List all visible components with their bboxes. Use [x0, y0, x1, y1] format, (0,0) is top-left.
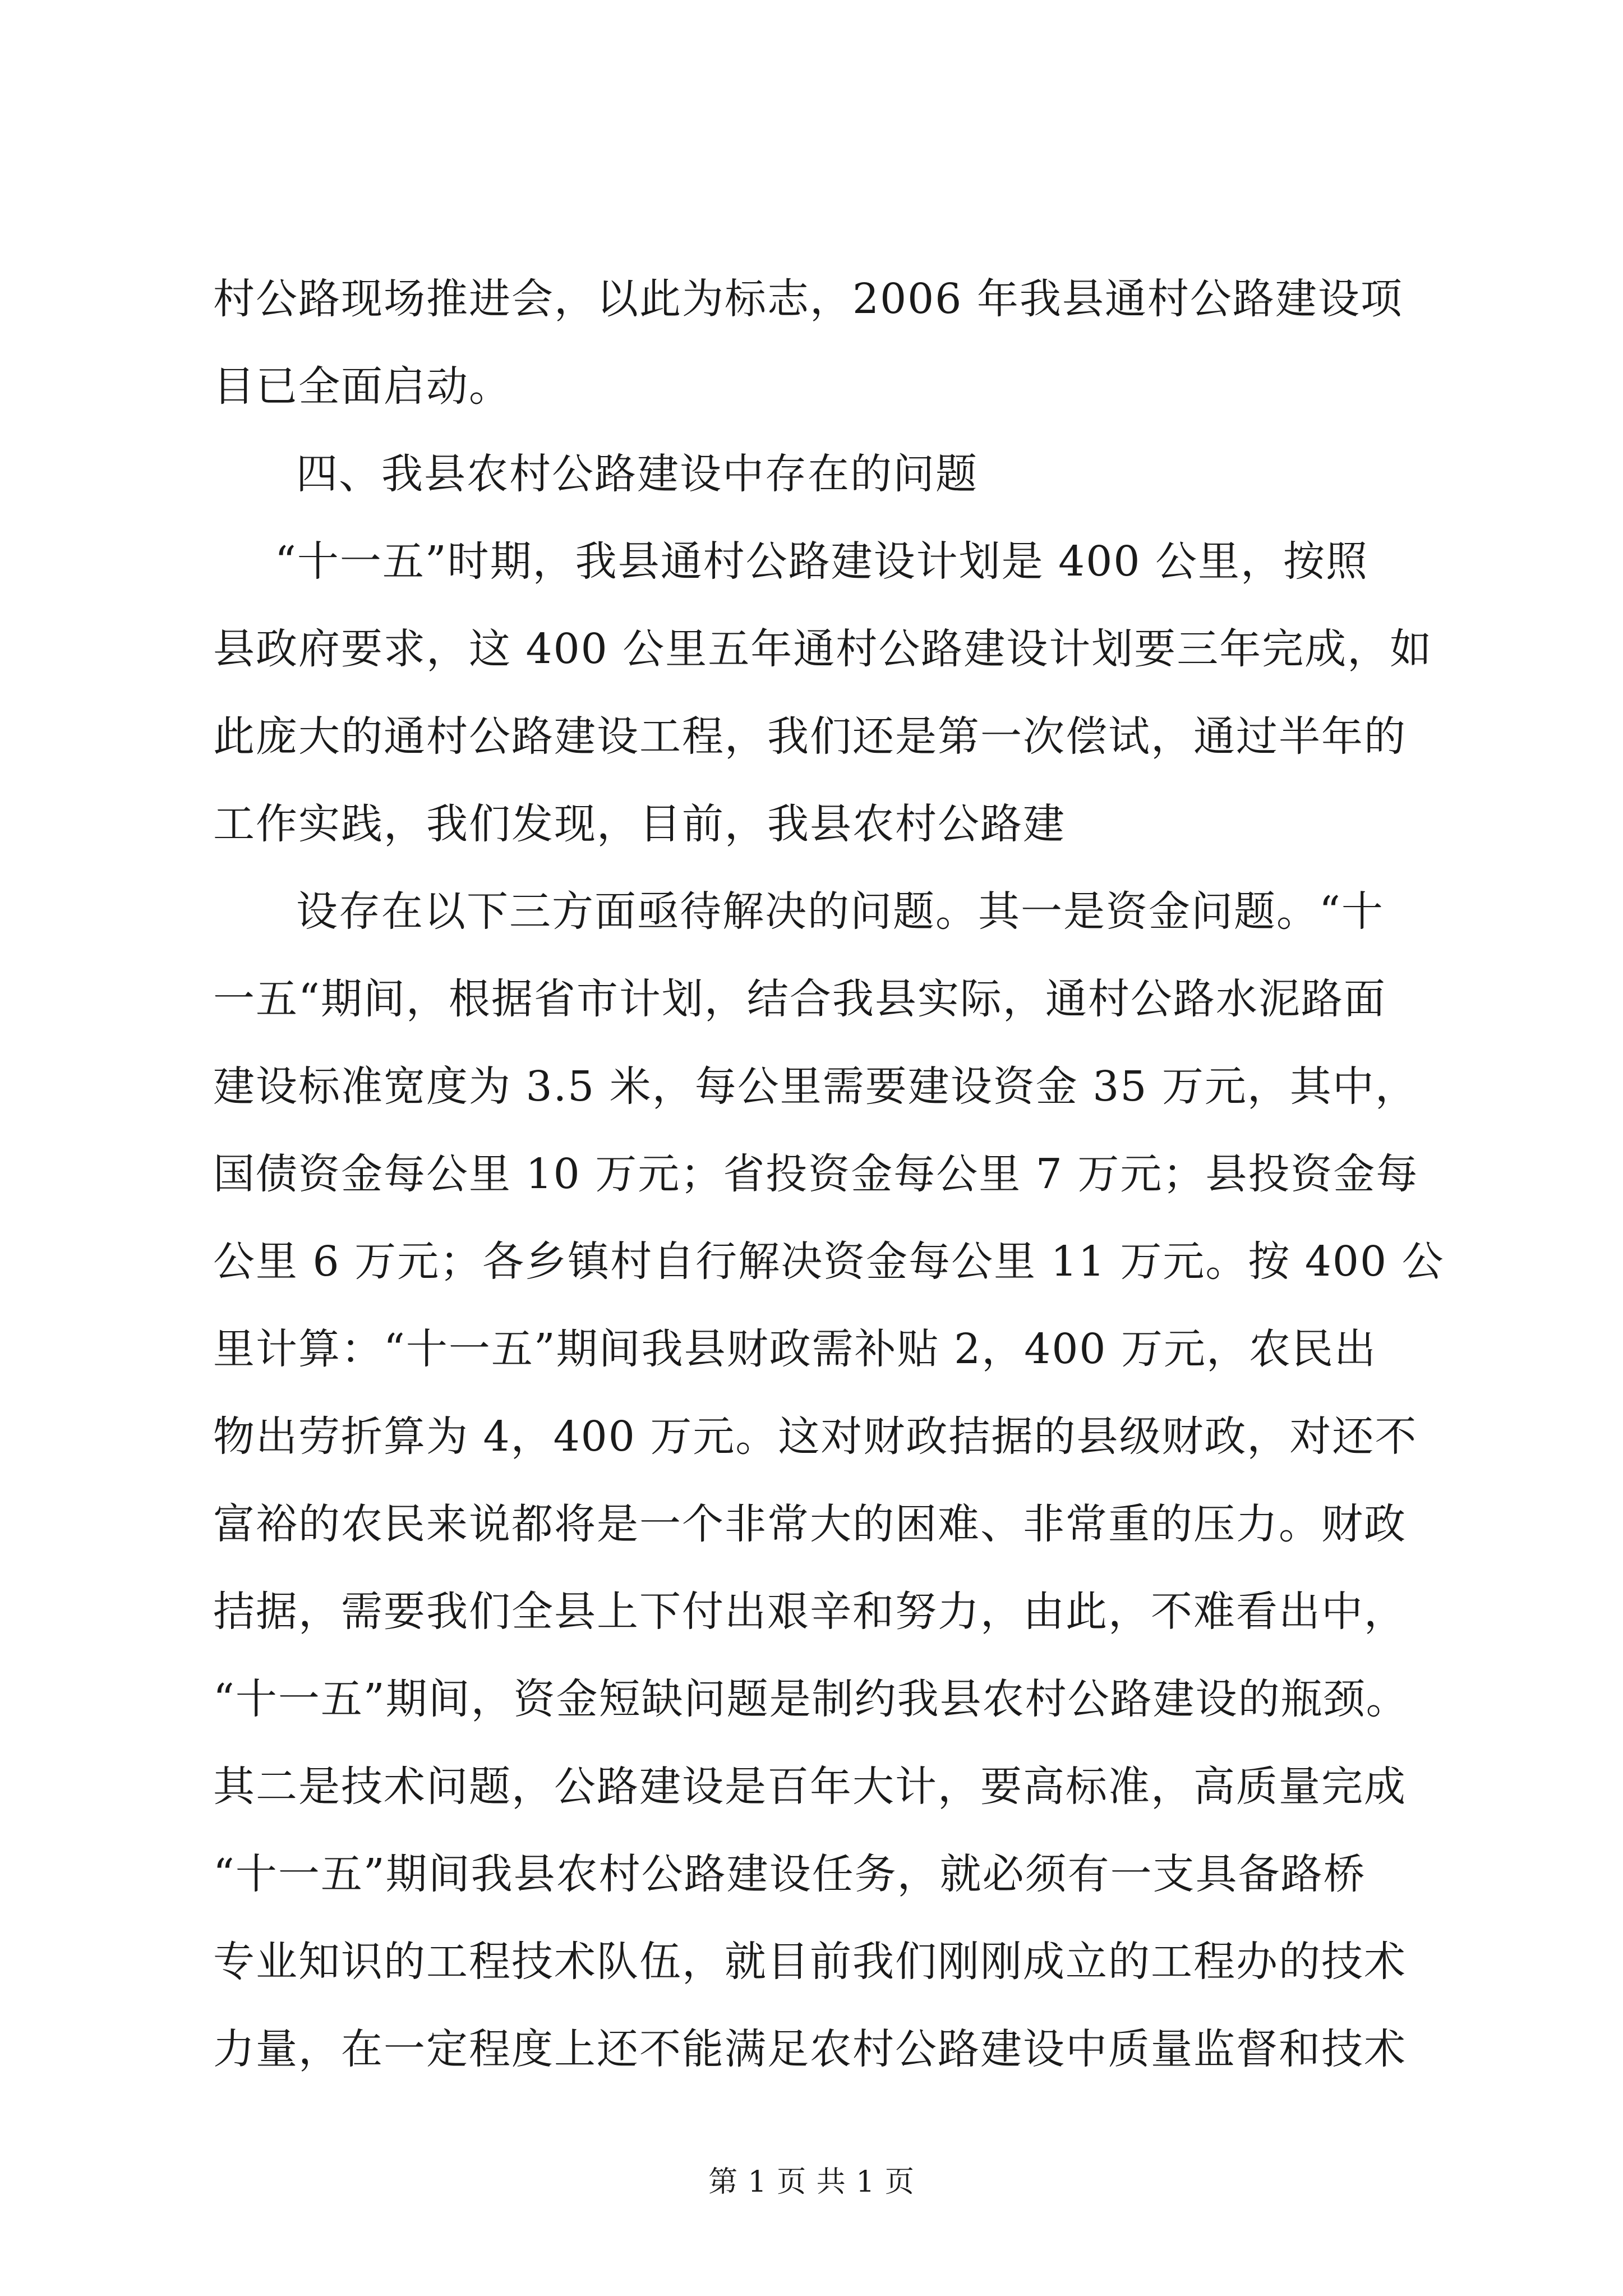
text-line: 一五“期间，根据省市计划，结合我县实际，通村公路水泥路面 — [213, 975, 1386, 1023]
text-line: 公里 6 万元；各乡镇村自行解决资金每公里 11 万元。按 400 公 — [213, 1237, 1445, 1286]
text-line: 国债资金每公里 10 万元；省投资金每公里 7 万元；县投资金每 — [213, 1150, 1419, 1198]
page-number-label: 第 1 页 共 1 页 — [708, 2165, 915, 2199]
paragraph-start-line: “十一五”时期，我县通村公路建设计划是 400 公里，按照 — [275, 537, 1368, 586]
text-line: 工作实践，我们发现，目前，我县农村公路建 — [213, 800, 1066, 848]
text-line: 村公路现场推进会，以此为标志，2006 年我县通村公路建设项 — [213, 275, 1403, 323]
text-line: 其二是技术问题，公路建设是百年大计，要高标准，高质量完成 — [213, 1763, 1407, 1811]
text-line: “十一五”期间我县农村公路建设任务，就必须有一支具备路桥 — [213, 1850, 1366, 1898]
text-line: 县政府要求，这 400 公里五年通村公路建设计划要三年完成，如 — [213, 625, 1433, 673]
page-footer — [0, 2162, 1623, 2202]
text-line: 拮据，需要我们全县上下付出艰辛和努力，由此，不难看出中， — [213, 1588, 1407, 1636]
text-line: 富裕的农民来说都将是一个非常大的困难、非常重的压力。财政 — [213, 1500, 1407, 1548]
section-heading: 四、我县农村公路建设中存在的问题 — [296, 450, 978, 498]
text-line: 此庞大的通村公路建设工程，我们还是第一次偿试，通过半年的 — [213, 712, 1407, 761]
document-body — [213, 255, 1445, 2093]
text-line: 物出劳折算为 4，400 万元。这对财政拮据的县级财政，对还不 — [213, 1412, 1418, 1461]
text-line: “十一五”期间，资金短缺问题是制约我县农村公路建设的瓶颈。 — [213, 1675, 1409, 1723]
text-line: 建设标准宽度为 3.5 米，每公里需要建设资金 35 万元，其中， — [213, 1062, 1418, 1111]
text-line: 里计算：“十一五”期间我县财政需补贴 2，400 万元，农民出 — [213, 1325, 1377, 1373]
text-line: 力量，在一定程度上还不能满足农村公路建设中质量监督和技术 — [213, 2025, 1407, 2073]
text-line: 专业知识的工程技术队伍，就目前我们刚刚成立的工程办的技术 — [213, 1938, 1407, 1986]
paragraph-start-line: 设存在以下三方面亟待解决的问题。其一是资金问题。“十 — [296, 887, 1384, 936]
text-line: 目已全面启动。 — [213, 362, 511, 411]
